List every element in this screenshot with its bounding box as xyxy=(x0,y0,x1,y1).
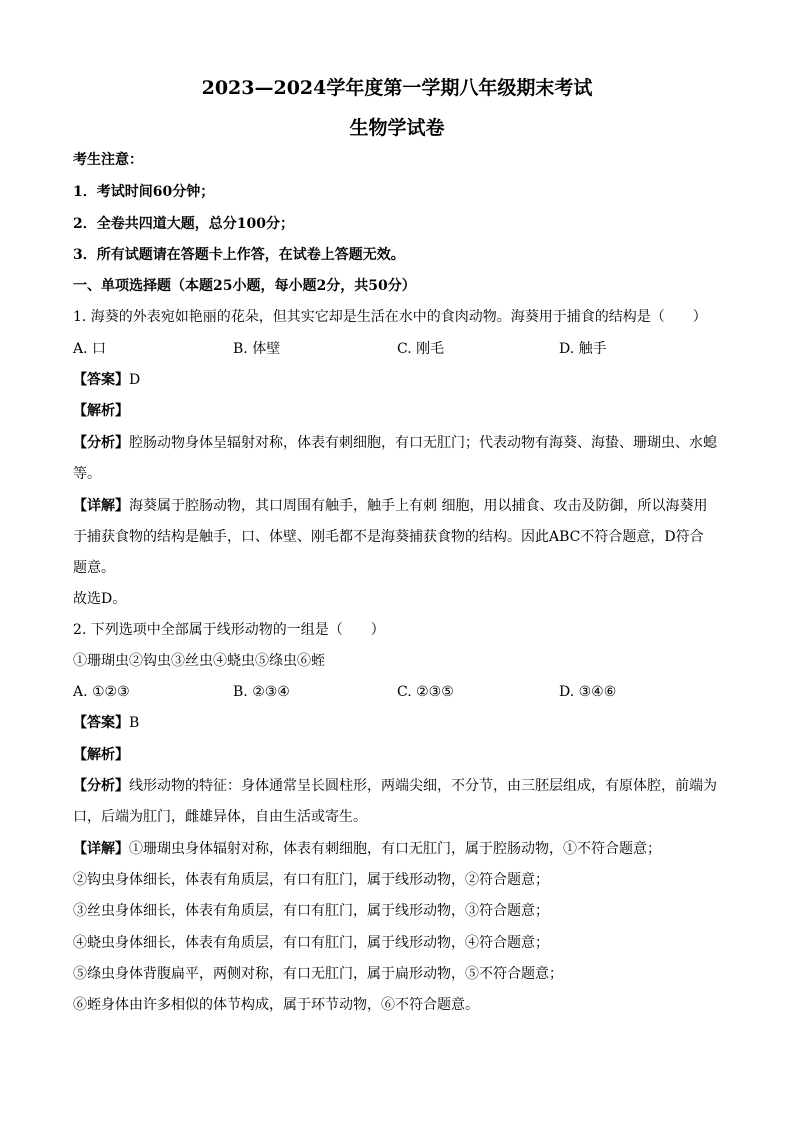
fenxi-tag: 【分析】 xyxy=(73,435,129,451)
notice-heading: 考生注意： xyxy=(73,152,143,168)
q2-fenxi-line-1 xyxy=(73,777,723,795)
notice-item-3: 3．所有试题请在答题卡上作答，在试卷上答题无效。 xyxy=(73,247,405,263)
q2-option-c: C. ②③⑤ xyxy=(397,684,454,700)
answer-tag: 【答案】 xyxy=(73,715,129,731)
detail-tag: 【详解】 xyxy=(73,498,129,514)
notice-item-1: 1．考试时间60分钟； xyxy=(73,184,215,200)
analysis-tag: 【解析】 xyxy=(73,403,129,419)
q2-analysis-line xyxy=(73,746,723,764)
exam-title: 2023—2024学年度第一学期八年级期末考试 xyxy=(201,77,593,99)
q2-detail-line-1 xyxy=(73,840,723,858)
q2-option-d: D. ③④⑥ xyxy=(559,684,617,700)
q2-detail-text-1: ①珊瑚虫身体辐射对称，体表有刺细胞，有口无肛门，属于腔肠动物，①不符合题意； xyxy=(129,841,661,857)
q1-option-d: D. 触手 xyxy=(559,341,607,357)
q1-fenxi-text-1: 腔肠动物身体呈辐射对称，体表有刺细胞，有口无肛门；代表动物有海葵、海蛰、珊瑚虫、水螅 xyxy=(129,435,717,451)
q1-fenxi-line-2: 等。 xyxy=(73,466,101,482)
section-heading: 一、单项选择题（本题25小题，每小题2分，共50分） xyxy=(73,278,416,294)
q2-detail-line-4: ④蛲虫身体细长，体表有角质层，有口有肛门，属于线形动物，④符合题意； xyxy=(73,935,549,951)
q1-option-b: B. 体壁 xyxy=(233,341,281,357)
q2-detail-line-2: ②钩虫身体细长，体表有角质层，有口有肛门，属于线形动物，②符合题意； xyxy=(73,872,549,888)
q2-answer-value: B xyxy=(129,715,140,731)
detail-tag: 【详解】 xyxy=(73,841,129,857)
q1-conclusion: 故选D。 xyxy=(73,591,127,607)
q1-analysis-line xyxy=(73,402,723,420)
q1-fenxi-line-1 xyxy=(73,434,723,452)
q1-detail-text-1: 海葵属于腔肠动物，其口周围有触手，触手上有刺 细胞，用以捕食、攻击及防御，所以海葵用 xyxy=(129,498,708,514)
q1-option-c: C. 刚毛 xyxy=(397,341,445,357)
q1-detail-line-2: 于捕获食物的结构是触手，口、体壁、刚毛都不是海葵捕获食物的结构。因此ABC不符合题意，D符合 xyxy=(73,529,704,545)
q1-detail-line-1 xyxy=(73,497,723,515)
q1-option-a: A. 口 xyxy=(73,341,107,357)
q2-answer-line xyxy=(73,714,723,732)
analysis-tag: 【解析】 xyxy=(73,747,129,763)
q2-option-b: B. ②③④ xyxy=(233,684,290,700)
q2-detail-line-5: ⑤绦虫身体背腹扁平，两侧对称，有口无肛门，属于扁形动物，⑤不符合题意； xyxy=(73,966,563,982)
q2-stem: 2. 下列选项中全部属于线形动物的一组是（ ） xyxy=(73,622,385,638)
q2-detail-line-6: ⑥蛭身体由许多相似的体节构成，属于环节动物，⑥不符合题意。 xyxy=(73,997,479,1013)
q1-answer-value: D xyxy=(129,372,141,388)
q2-items: ①珊瑚虫②钩虫③丝虫④蛲虫⑤绦虫⑥蛭 xyxy=(73,653,325,669)
answer-tag: 【答案】 xyxy=(73,372,129,388)
notice-item-2: 2．全卷共四道大题，总分100分； xyxy=(73,216,294,232)
q2-fenxi-line-2: 口，后端为肛门，雌雄异体，自由生活或寄生。 xyxy=(73,809,367,825)
exam-subtitle: 生物学试卷 xyxy=(349,117,445,139)
q1-detail-line-3: 题意。 xyxy=(73,560,115,576)
q1-answer-line xyxy=(73,371,723,389)
q2-detail-line-3: ③丝虫身体细长，体表有角质层，有口有肛门，属于线形动物，③符合题意； xyxy=(73,903,549,919)
q2-fenxi-text-1: 线形动物的特征：身体通常呈长圆柱形，两端尖细，不分节，由三胚层组成，有原体腔，前端为 xyxy=(129,778,717,794)
q1-stem: 1. 海葵的外表宛如艳丽的花朵，但其实它却是生活在水中的食肉动物。海葵用于捕食的结构是（ ） xyxy=(73,309,707,325)
fenxi-tag: 【分析】 xyxy=(73,778,129,794)
q2-option-a: A. ①②③ xyxy=(73,684,130,700)
